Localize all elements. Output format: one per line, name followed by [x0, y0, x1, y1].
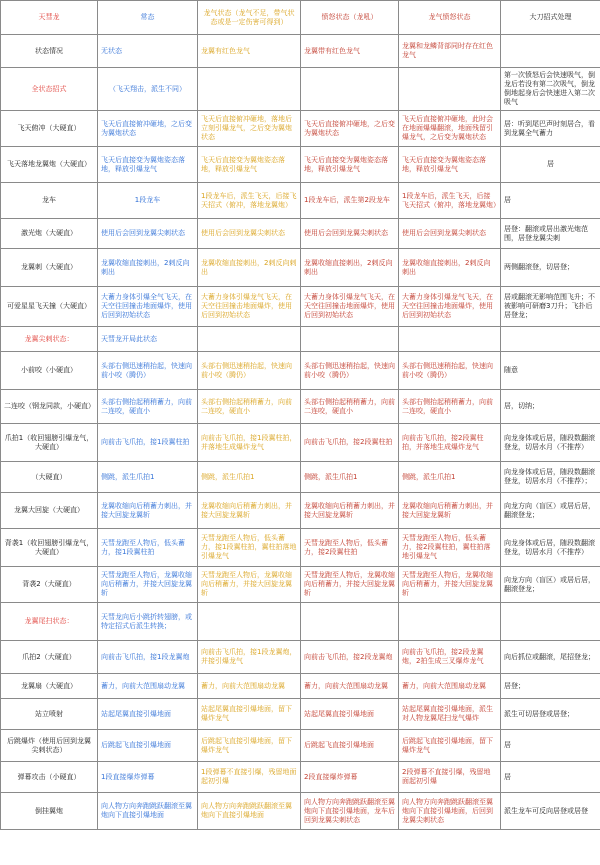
- table-row: [1, 183, 600, 219]
- table-cell: 居: [501, 730, 600, 762]
- move-name-cell: 倒挂翼炮: [1, 793, 98, 830]
- table-cell: 两侧翻滚登，切居登；: [501, 249, 600, 287]
- table-cell: 龙翼收缩向后稍蓄力刺出，并接大回旋龙翼斩: [399, 493, 501, 529]
- header-normal: 常态: [98, 1, 198, 35]
- table-cell: 1段龙车后，派生飞天，后接飞天招式（俯冲，落地龙翼炮）: [198, 183, 301, 219]
- table-cell: 向前击飞爪拍，接1段翼柱拍: [98, 424, 198, 462]
- table-cell: [501, 35, 600, 68]
- table-cell: 蓄力，向前大范围扇动龙翼: [301, 674, 399, 699]
- table-cell: 大蓄力身体引爆龙气飞天，在天空往回撞击地面爆炸，使用后回到初始状态: [301, 287, 399, 327]
- table-cell: 飞天后直接变为翼炮姿态落地，释放引爆龙气: [198, 147, 301, 183]
- table-cell: 头部右侧迅速稍抬起，快速向前小咬（腾仍）: [98, 352, 198, 390]
- table-cell: 无状态: [98, 35, 198, 68]
- move-name-cell: 二连咬（钢龙同款，小硬直）: [1, 390, 98, 424]
- table-cell: 使用后会回到龙翼尖刺状态: [198, 219, 301, 249]
- table-row: [1, 793, 600, 830]
- move-name-cell: （大硬直）: [1, 462, 98, 493]
- table-cell: 大蓄力身体引爆龙气飞天，在天空往回撞击地面爆炸，使用后回到初始状态: [198, 287, 301, 327]
- table-cell: 龙翼收缩直接刺出，2刺反向刺出: [301, 249, 399, 287]
- table-cell: 向龙方向（盲区）或居后居，翻滚登龙；: [501, 493, 600, 529]
- table-cell: 头部右侧抬起稍稍蓄力，向前二连咬，硬直小: [98, 390, 198, 424]
- table-cell: 后跳起飞直接引爆地面，留下爆炸龙气: [198, 730, 301, 762]
- table-row: [1, 68, 600, 111]
- table-cell: 1段龙车: [98, 183, 198, 219]
- table-row: [1, 529, 600, 567]
- move-name-cell: 爪拍2（大硬直）: [1, 641, 98, 674]
- move-name-cell: 龙翼扇（大硬直）: [1, 674, 98, 699]
- table-row: [1, 111, 600, 147]
- table-cell: 派生可切居登或居登；: [501, 699, 600, 730]
- table-cell: 第一次愤怒后会快速吸气，倒龙后若没有第二次吸气，倒龙倒地起身后会快速进入第二次吸气: [501, 68, 600, 111]
- table-cell: 头部右侧抬起稍稍蓄力，向前二连咬，硬直小: [301, 390, 399, 424]
- move-name-cell: 龙翼大回旋（大硬直）: [1, 493, 98, 529]
- table-cell: 头部右侧迅速稍抬起，快速向前小咬（腾仍）: [198, 352, 301, 390]
- table-cell: [301, 327, 399, 352]
- table-cell: 居或翻滚无影响范围飞升；不被影响可研磨3刀升；飞扑后居登龙；: [501, 287, 600, 327]
- table-row: [1, 147, 600, 183]
- table-row: [1, 567, 600, 603]
- table-cell: 龙翼收缩向后稍蓄力刺出，并接大回旋龙翼斩: [198, 493, 301, 529]
- table-cell: [198, 327, 301, 352]
- table-cell: 居：听到尾巴声时刻居合，看到龙翼全气蓄力: [501, 111, 600, 147]
- table-cell: [198, 68, 301, 111]
- table-cell: 居登：翻滚或居出激光炮范围，居登龙翼尖刺: [501, 219, 600, 249]
- table-cell: 向前击飞爪拍，接2段翼柱拍: [301, 424, 399, 462]
- table-cell: 向人物方向奔跑跳跃翻滚至翼炮向下直接引爆地面: [98, 793, 198, 830]
- table-cell: 后跳起飞直接引爆地面，留下爆炸龙气: [399, 730, 501, 762]
- table-cell: [301, 68, 399, 111]
- table-cell: 站起尾翼直接引爆地面: [98, 699, 198, 730]
- table-row: [1, 699, 600, 730]
- table-cell: 向龙身体或后居，随段数翻滚登龙，切居水月（不推荐）: [501, 424, 600, 462]
- table-cell: 蓄力，向前大范围扇动龙翼: [198, 674, 301, 699]
- table-cell: [399, 68, 501, 111]
- table-cell: [399, 603, 501, 641]
- table-cell: 飞天后直接变为翼炮姿态落地，释放引爆龙气: [301, 147, 399, 183]
- table-row: [1, 762, 600, 793]
- table-cell: 向龙身体或后居，随段数翻滚登龙，切居水月（不推荐）；: [501, 462, 600, 493]
- move-name-cell: 龙翼尖刺状态：: [1, 327, 98, 352]
- table-cell: 蓄力，向前大范围扇动龙翼: [399, 674, 501, 699]
- table-cell: 飞天后直接俯冲砸地，之后变为翼炮状态: [98, 111, 198, 147]
- table-header-row: [1, 1, 600, 35]
- table-cell: 天彗龙跑至人物后，低头蓄力，接2段翼柱拍: [301, 529, 399, 567]
- table-cell: 飞天后直接俯冲砸地，之后变为翼炮状态: [301, 111, 399, 147]
- table-cell: 龙翼带有红色龙气: [301, 35, 399, 68]
- table-cell: 头部右侧迅速稍抬起，快速向前小咬（腾仍）: [301, 352, 399, 390]
- table-cell: 龙翼和龙鳞背部同时存在红色龙气: [399, 35, 501, 68]
- header-longsword: 大刀招式处理: [501, 1, 600, 35]
- table-cell: 向后抓位或翻滚，尾招登龙；: [501, 641, 600, 674]
- move-name-cell: 飞天落地龙翼炮（大硬直）: [1, 147, 98, 183]
- table-row: [1, 493, 600, 529]
- table-cell: 飞天后直接俯冲砸地，此时会在地面爆爆翻滚，地面残留引爆龙气，之后变为翼炮状态: [399, 111, 501, 147]
- table-cell: 天彗龙开局此状态: [98, 327, 198, 352]
- table-row: [1, 287, 600, 327]
- table-cell: 向前击飞爪拍，接1段龙翼炮，并接引爆龙气: [198, 641, 301, 674]
- move-name-cell: 龙车: [1, 183, 98, 219]
- move-name-cell: 小前咬（小硬直）: [1, 352, 98, 390]
- table-cell: 使用后会回到龙翼尖刺状态: [301, 219, 399, 249]
- table-cell: 2段弹幕不直接引爆，残留地面起初引爆: [399, 762, 501, 793]
- table-cell: 向人物方向奔跑跳跃翻滚至翼炮向下直接引爆地面: [198, 793, 301, 830]
- table-cell: 向前击飞爪拍，接1段翼柱拍，并落地生成爆炸龙气: [198, 424, 301, 462]
- table-row: [1, 352, 600, 390]
- table-cell: 1段龙车后，派生第2段龙车: [301, 183, 399, 219]
- table-cell: 向人物方向奔跑跳跃翻滚至翼炮向下直接引爆地面，后回到龙翼尖刺状态: [399, 793, 501, 830]
- table-cell: 后跳起飞直接引爆地面: [98, 730, 198, 762]
- move-name-cell: 龙翼尾扫状态：: [1, 603, 98, 641]
- table-row: [1, 390, 600, 424]
- table-cell: 向人物方向奔跑跳跃翻滚至翼炮向下直接引爆地面，龙车后回到龙翼尖刺状态: [301, 793, 399, 830]
- table-cell: 向前击飞爪拍，接1段龙翼炮: [98, 641, 198, 674]
- move-name-cell: 激光炮（大硬直）: [1, 219, 98, 249]
- header-qi-enraged: 龙气愤怒状态: [399, 1, 501, 35]
- table-cell: 居: [501, 147, 600, 183]
- table-row: [1, 424, 600, 462]
- table-body: [1, 1, 600, 830]
- table-cell: 居: [501, 183, 600, 219]
- table-cell: [501, 603, 600, 641]
- table-cell: 向龙方向（盲区）或居后居，翻滚登龙；: [501, 567, 600, 603]
- table-cell: 1段龙车后，派生飞天，后接飞天招式（俯冲，落地龙翼炮）: [399, 183, 501, 219]
- table-cell: 居: [501, 762, 600, 793]
- table-cell: 龙翼收缩向后稍蓄力刺出，并接大回旋龙翼斩: [301, 493, 399, 529]
- header-dragon-qi: 龙气状态（龙气不足，带气状态或是一定伤害可得到）: [198, 1, 301, 35]
- table-cell: 头部右侧迅速稍抬起，快速向前小咬（腾仍）: [399, 352, 501, 390]
- table-cell: 飞天后直接变为翼炮姿态落地，释放引爆龙气: [399, 147, 501, 183]
- table-cell: 向前击飞爪拍，接2段龙翼炮: [301, 641, 399, 674]
- table-row: [1, 641, 600, 674]
- table-cell: 站起尾翼直接引爆地面，派生对人物龙翼尾扫龙气爆炸: [399, 699, 501, 730]
- table-cell: 天彗龙跑至人物后，龙翼收缩向后稍蓄力，并接大回旋龙翼斩: [399, 567, 501, 603]
- move-name-cell: 背袭1（收回翅膀引爆龙气，大硬直）: [1, 529, 98, 567]
- table-cell: 天彗龙跑至人物后，低头蓄力，接1段翼柱拍: [98, 529, 198, 567]
- table-cell: 侧跳，派生爪拍1: [399, 462, 501, 493]
- table-cell: 飞天后直接变为翼炮姿态落地，释放引爆龙气: [98, 147, 198, 183]
- table-cell: 侧跳，派生爪拍1: [301, 462, 399, 493]
- table-cell: 居登；: [501, 674, 600, 699]
- table-cell: 头部右侧抬起稍稍蓄力，向前二连咬，硬直小: [399, 390, 501, 424]
- table-cell: 侧跳，派生爪拍1: [98, 462, 198, 493]
- table-cell: [501, 327, 600, 352]
- table-cell: 天彗龙向后小跳折转翅膀，或特定招式后派生转换；: [98, 603, 198, 641]
- table-cell: 飞天后直接俯冲砸地，落地后立刻引爆龙气，之后变为翼炮状态: [198, 111, 301, 147]
- table-cell: 龙翼收缩直接刺出，2刺反向刺出: [399, 249, 501, 287]
- table-cell: 2段直接爆炸弹幕: [301, 762, 399, 793]
- table-row: [1, 730, 600, 762]
- table-cell: 1段直接爆炸弹幕: [98, 762, 198, 793]
- table-cell: 站起尾翼直接引爆地面，留下爆炸龙气: [198, 699, 301, 730]
- table-cell: 随意: [501, 352, 600, 390]
- table-cell: 龙翼有红色龙气: [198, 35, 301, 68]
- table-cell: 蓄力，向前大范围扇动龙翼: [98, 674, 198, 699]
- move-name-cell: 后跳爆炸（使用后回到龙翼尖刺状态）: [1, 730, 98, 762]
- header-monster: 天彗龙: [1, 1, 98, 35]
- table-cell: 大蓄力身体引爆龙气飞天，在天空往回撞击地面爆炸，使用后回到初始状态: [399, 287, 501, 327]
- move-name-cell: 背袭2（大硬直）: [1, 567, 98, 603]
- header-enraged: 愤怒状态（龙吼）: [301, 1, 399, 35]
- move-name-cell: 全状态招式: [1, 68, 98, 111]
- table-cell: 居，切纳；: [501, 390, 600, 424]
- table-row: [1, 249, 600, 287]
- move-name-cell: 爪拍1（收回翅膀引爆龙气，大硬直）: [1, 424, 98, 462]
- table-cell: [399, 327, 501, 352]
- table-row: [1, 462, 600, 493]
- table-cell: 天彗龙跑至人物后，低头蓄力，接2段翼柱拍，翼柱拍落地引爆龙气: [399, 529, 501, 567]
- table-cell: 大蓄力身体引爆全气飞天，在天空往回撞击地面爆炸，使用后回到初始状态: [98, 287, 198, 327]
- table-cell: 天彗龙跑至人物后，龙翼收缩向后稍蓄力，并接大回旋龙翼斩: [198, 567, 301, 603]
- table-row: [1, 674, 600, 699]
- table-cell: 龙翼收缩向后稍蓄力刺出，并接大回旋龙翼斩: [98, 493, 198, 529]
- move-name-cell: 状态情况: [1, 35, 98, 68]
- table-cell: 天彗龙跑至人物后，龙翼收缩向后稍蓄力，并接大回旋龙翼斩: [98, 567, 198, 603]
- table-cell: 天彗龙跑至人物后，龙翼收缩向后稍蓄力，并接大回旋龙翼斩: [301, 567, 399, 603]
- move-name-cell: 龙翼刺（大硬直）: [1, 249, 98, 287]
- table-row: [1, 327, 600, 352]
- table-cell: 站起尾翼直接引爆地面: [301, 699, 399, 730]
- table-cell: 向前击飞爪拍，接2段翼柱拍，并落地生成爆炸龙气: [399, 424, 501, 462]
- move-name-cell: 弹幕攻击（小硬直）: [1, 762, 98, 793]
- table-cell: 向龙身体或后居，随段数翻滚登龙，切居水月（不推荐）: [501, 529, 600, 567]
- table-cell: 1段弹幕不直接引爆，残留地面起初引爆: [198, 762, 301, 793]
- table-cell: 使用后会回到龙翼尖刺状态: [399, 219, 501, 249]
- table-cell: 向前击飞爪拍，接2段龙翼炮，2拍生成三叉爆炸龙气: [399, 641, 501, 674]
- table-cell: 派生龙车可反向居登或居登: [501, 793, 600, 830]
- table-cell: 使用后会回到龙翼尖刺状态: [98, 219, 198, 249]
- table-cell: 头部右侧抬起稍稍蓄力，向前二连咬，硬直小: [198, 390, 301, 424]
- table-cell: （飞天翔击，派生不同）: [98, 68, 198, 111]
- table-cell: 后跳起飞直接引爆地面: [301, 730, 399, 762]
- table-cell: 侧跳，派生爪拍1: [198, 462, 301, 493]
- move-name-cell: 可爱星星飞天撞（大硬直）: [1, 287, 98, 327]
- table-row: [1, 219, 600, 249]
- table-cell: [198, 603, 301, 641]
- table-cell: 龙翼收缩直接刺出，2刺反向刺出: [198, 249, 301, 287]
- table-cell: 天彗龙跑至人物后，低头蓄力，接1段翼柱拍，翼柱拍落地引爆龙气: [198, 529, 301, 567]
- table-cell: 龙翼收缩直接刺出，2刺反向刺出: [98, 249, 198, 287]
- move-name-cell: 飞天俯冲（大硬直）: [1, 111, 98, 147]
- move-name-cell: 站立喷射: [1, 699, 98, 730]
- table-cell: [301, 603, 399, 641]
- table-row: [1, 35, 600, 68]
- table-row: [1, 603, 600, 641]
